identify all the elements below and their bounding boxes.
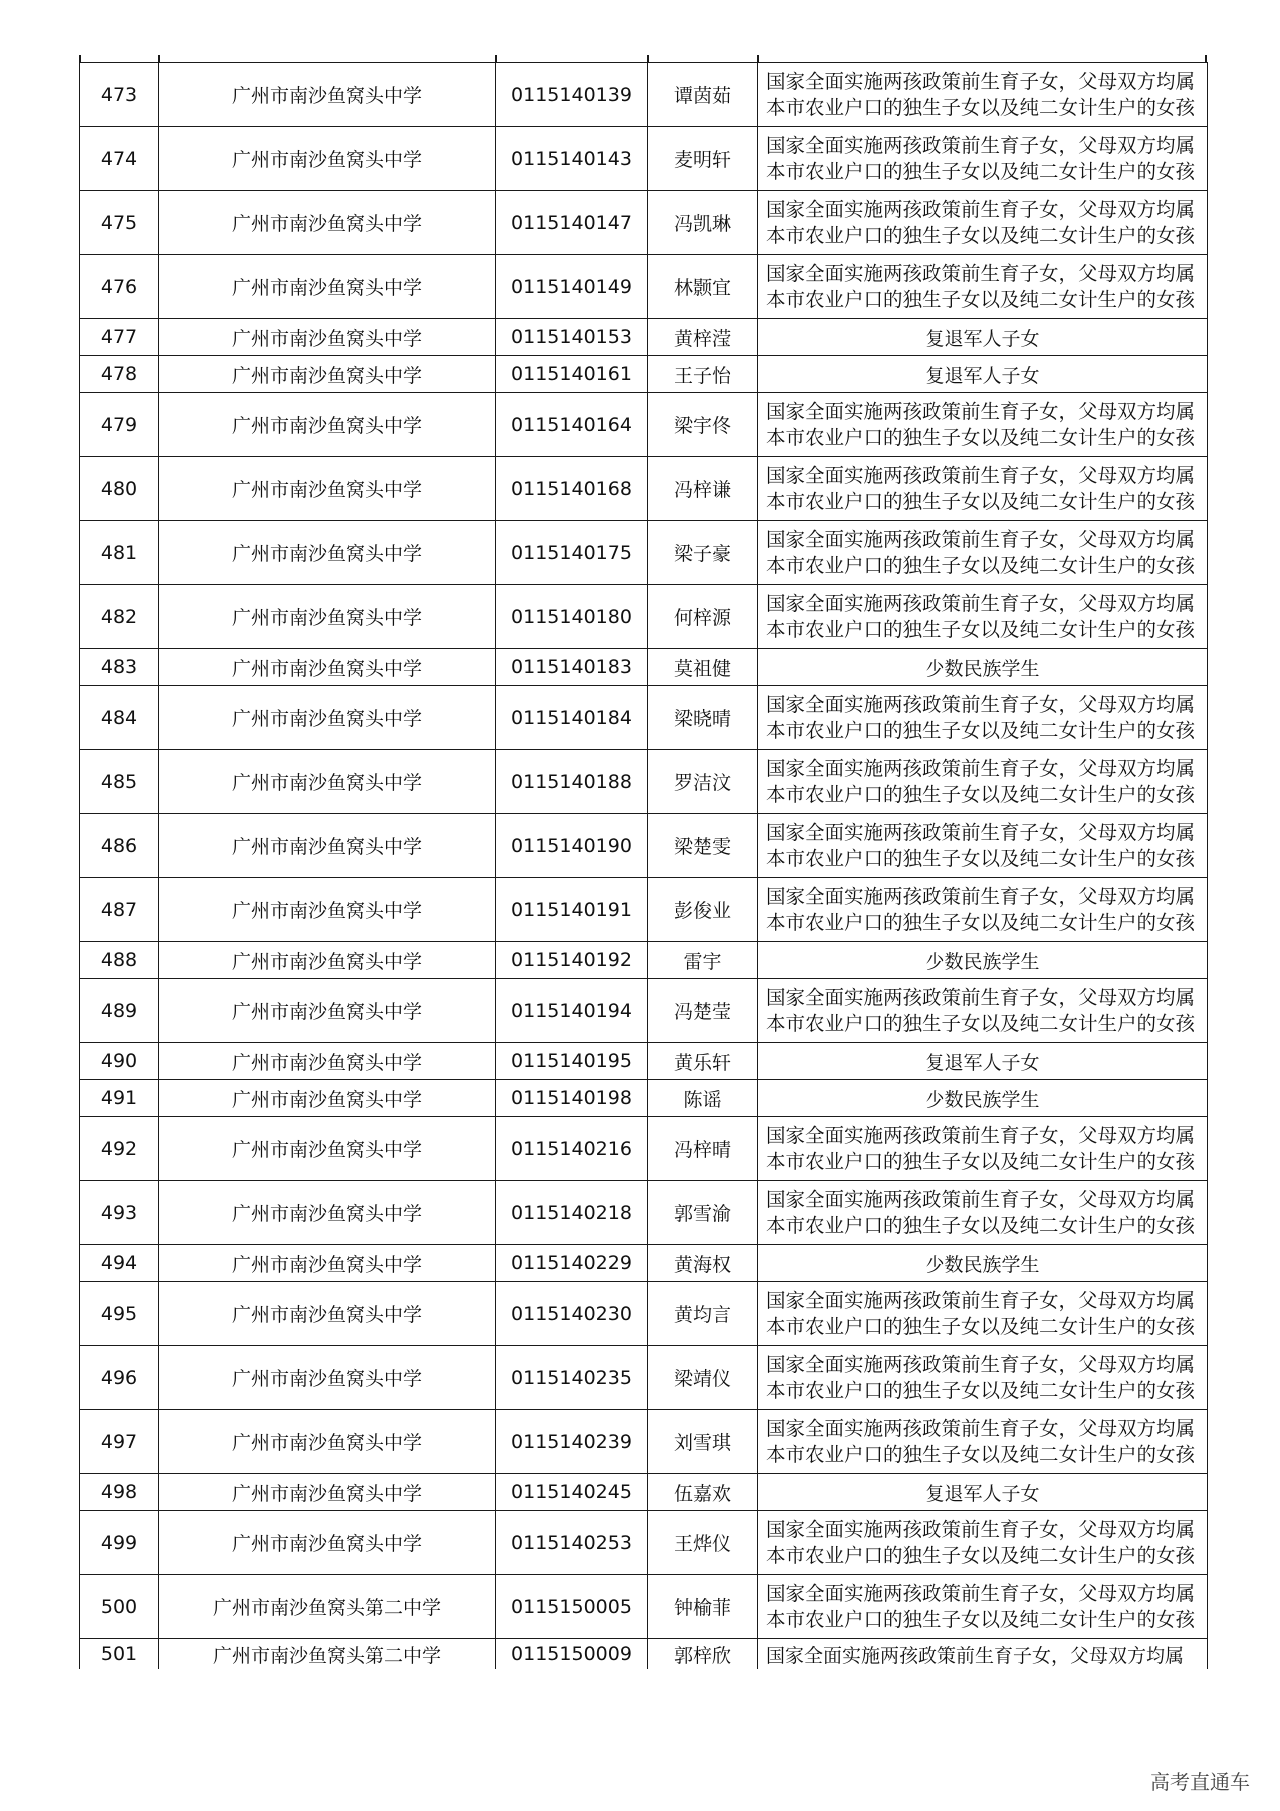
watermark: 高考直通车 (1150, 1770, 1250, 1794)
student-name: 冯凯琳 (648, 191, 758, 255)
category: 国家全面实施两孩政策前生育子女，父母双方均属本市农业户口的独生子女以及纯二女计生户的女孩 (758, 814, 1208, 878)
table-row (80, 1080, 1208, 1117)
student-name: 梁靖仪 (648, 1346, 758, 1410)
roster-body (80, 63, 1208, 1670)
category: 国家全面实施两孩政策前生育子女，父母双方均属本市农业户口的独生子女以及纯二女计生户的女孩 (758, 127, 1208, 191)
student-id: 0115140164 (496, 393, 648, 457)
student-name: 罗洁汶 (648, 750, 758, 814)
school-name: 广州市南沙鱼窝头中学 (159, 1181, 496, 1245)
student-name: 林颢宜 (648, 255, 758, 319)
row-number: 500 (80, 1575, 159, 1639)
student-id: 0115140183 (496, 649, 648, 686)
school-name: 广州市南沙鱼窝头第二中学 (159, 1639, 496, 1670)
table-row (80, 393, 1208, 457)
table-row (80, 1282, 1208, 1346)
student-id: 0115150009 (496, 1639, 648, 1670)
school-name: 广州市南沙鱼窝头中学 (159, 255, 496, 319)
category: 国家全面实施两孩政策前生育子女，父母双方均属 (758, 1639, 1208, 1670)
school-name: 广州市南沙鱼窝头中学 (159, 457, 496, 521)
row-number: 501 (80, 1639, 159, 1670)
category: 国家全面实施两孩政策前生育子女，父母双方均属本市农业户口的独生子女以及纯二女计生户的女孩 (758, 191, 1208, 255)
student-name: 钟榆菲 (648, 1575, 758, 1639)
row-number: 487 (80, 878, 159, 942)
category: 国家全面实施两孩政策前生育子女，父母双方均属本市农业户口的独生子女以及纯二女计生户的女孩 (758, 979, 1208, 1043)
table-row (80, 686, 1208, 750)
category: 国家全面实施两孩政策前生育子女，父母双方均属本市农业户口的独生子女以及纯二女计生户的女孩 (758, 1282, 1208, 1346)
student-id: 0115140143 (496, 127, 648, 191)
row-number: 490 (80, 1043, 159, 1080)
student-id: 0115140216 (496, 1117, 648, 1181)
table-row (80, 63, 1208, 127)
row-number: 489 (80, 979, 159, 1043)
student-id: 0115140235 (496, 1346, 648, 1410)
student-name: 梁晓晴 (648, 686, 758, 750)
student-name: 梁宇佟 (648, 393, 758, 457)
table-row (80, 1117, 1208, 1181)
row-number: 480 (80, 457, 159, 521)
category: 国家全面实施两孩政策前生育子女，父母双方均属本市农业户口的独生子女以及纯二女计生户的女孩 (758, 63, 1208, 127)
student-id: 0115140230 (496, 1282, 648, 1346)
row-number: 473 (80, 63, 159, 127)
student-name: 伍嘉欢 (648, 1474, 758, 1511)
school-name: 广州市南沙鱼窝头中学 (159, 63, 496, 127)
table-row (80, 979, 1208, 1043)
student-name: 郭雪渝 (648, 1181, 758, 1245)
school-name: 广州市南沙鱼窝头中学 (159, 127, 496, 191)
row-number: 486 (80, 814, 159, 878)
student-id: 0115140153 (496, 319, 648, 356)
student-name: 梁楚雯 (648, 814, 758, 878)
category: 复退军人子女 (758, 356, 1208, 393)
student-id: 0115140190 (496, 814, 648, 878)
student-id: 0115140147 (496, 191, 648, 255)
table-row (80, 942, 1208, 979)
student-name: 冯梓晴 (648, 1117, 758, 1181)
student-roster-table (79, 62, 1208, 1669)
row-number: 488 (80, 942, 159, 979)
row-number: 478 (80, 356, 159, 393)
row-number: 482 (80, 585, 159, 649)
student-name: 彭俊业 (648, 878, 758, 942)
category: 国家全面实施两孩政策前生育子女，父母双方均属本市农业户口的独生子女以及纯二女计生户的女孩 (758, 1181, 1208, 1245)
school-name: 广州市南沙鱼窝头中学 (159, 1346, 496, 1410)
category: 复退军人子女 (758, 1043, 1208, 1080)
category: 国家全面实施两孩政策前生育子女，父母双方均属本市农业户口的独生子女以及纯二女计生户的女孩 (758, 585, 1208, 649)
student-id: 0115140149 (496, 255, 648, 319)
student-id: 0115140191 (496, 878, 648, 942)
table-row (80, 521, 1208, 585)
row-number: 477 (80, 319, 159, 356)
row-number: 483 (80, 649, 159, 686)
student-id: 0115140168 (496, 457, 648, 521)
table-row (80, 1639, 1208, 1670)
student-id: 0115140245 (496, 1474, 648, 1511)
row-number: 494 (80, 1245, 159, 1282)
row-number: 474 (80, 127, 159, 191)
table-row (80, 1511, 1208, 1575)
student-id: 0115140239 (496, 1410, 648, 1474)
student-id: 0115140139 (496, 63, 648, 127)
school-name: 广州市南沙鱼窝头中学 (159, 686, 496, 750)
school-name: 广州市南沙鱼窝头中学 (159, 319, 496, 356)
school-name: 广州市南沙鱼窝头中学 (159, 979, 496, 1043)
student-name: 陈谣 (648, 1080, 758, 1117)
student-name: 何梓源 (648, 585, 758, 649)
student-id: 0115150005 (496, 1575, 648, 1639)
school-name: 广州市南沙鱼窝头中学 (159, 1043, 496, 1080)
school-name: 广州市南沙鱼窝头中学 (159, 1282, 496, 1346)
student-name: 黄海权 (648, 1245, 758, 1282)
school-name: 广州市南沙鱼窝头第二中学 (159, 1575, 496, 1639)
student-id: 0115140195 (496, 1043, 648, 1080)
row-number: 485 (80, 750, 159, 814)
table-row (80, 319, 1208, 356)
school-name: 广州市南沙鱼窝头中学 (159, 750, 496, 814)
student-id: 0115140192 (496, 942, 648, 979)
student-name: 谭茵茹 (648, 63, 758, 127)
student-name: 黄均言 (648, 1282, 758, 1346)
student-id: 0115140161 (496, 356, 648, 393)
table-row (80, 127, 1208, 191)
school-name: 广州市南沙鱼窝头中学 (159, 1511, 496, 1575)
row-number: 475 (80, 191, 159, 255)
table-row (80, 649, 1208, 686)
row-number: 493 (80, 1181, 159, 1245)
table-row (80, 585, 1208, 649)
school-name: 广州市南沙鱼窝头中学 (159, 942, 496, 979)
table-row (80, 750, 1208, 814)
school-name: 广州市南沙鱼窝头中学 (159, 191, 496, 255)
student-name: 冯楚莹 (648, 979, 758, 1043)
row-number: 499 (80, 1511, 159, 1575)
student-name: 冯梓谦 (648, 457, 758, 521)
school-name: 广州市南沙鱼窝头中学 (159, 1474, 496, 1511)
student-name: 雷宇 (648, 942, 758, 979)
student-id: 0115140184 (496, 686, 648, 750)
school-name: 广州市南沙鱼窝头中学 (159, 521, 496, 585)
category: 国家全面实施两孩政策前生育子女，父母双方均属本市农业户口的独生子女以及纯二女计生户的女孩 (758, 1117, 1208, 1181)
school-name: 广州市南沙鱼窝头中学 (159, 356, 496, 393)
category: 国家全面实施两孩政策前生育子女，父母双方均属本市农业户口的独生子女以及纯二女计生户的女孩 (758, 1511, 1208, 1575)
school-name: 广州市南沙鱼窝头中学 (159, 878, 496, 942)
student-name: 莫祖健 (648, 649, 758, 686)
school-name: 广州市南沙鱼窝头中学 (159, 1117, 496, 1181)
student-id: 0115140229 (496, 1245, 648, 1282)
student-name: 黄梓滢 (648, 319, 758, 356)
category: 少数民族学生 (758, 942, 1208, 979)
school-name: 广州市南沙鱼窝头中学 (159, 814, 496, 878)
school-name: 广州市南沙鱼窝头中学 (159, 1245, 496, 1282)
category: 国家全面实施两孩政策前生育子女，父母双方均属本市农业户口的独生子女以及纯二女计生户的女孩 (758, 521, 1208, 585)
table-row (80, 1575, 1208, 1639)
category: 国家全面实施两孩政策前生育子女，父母双方均属本市农业户口的独生子女以及纯二女计生户的女孩 (758, 1410, 1208, 1474)
table-row (80, 1346, 1208, 1410)
row-number: 492 (80, 1117, 159, 1181)
category: 国家全面实施两孩政策前生育子女，父母双方均属本市农业户口的独生子女以及纯二女计生户的女孩 (758, 1575, 1208, 1639)
student-name: 黄乐轩 (648, 1043, 758, 1080)
table-row (80, 255, 1208, 319)
school-name: 广州市南沙鱼窝头中学 (159, 585, 496, 649)
table-row (80, 1181, 1208, 1245)
student-id: 0115140198 (496, 1080, 648, 1117)
category: 少数民族学生 (758, 649, 1208, 686)
row-number: 497 (80, 1410, 159, 1474)
school-name: 广州市南沙鱼窝头中学 (159, 649, 496, 686)
category: 国家全面实施两孩政策前生育子女，父母双方均属本市农业户口的独生子女以及纯二女计生户的女孩 (758, 457, 1208, 521)
student-id: 0115140180 (496, 585, 648, 649)
row-number: 484 (80, 686, 159, 750)
student-name: 王烨仪 (648, 1511, 758, 1575)
row-number: 498 (80, 1474, 159, 1511)
table-row (80, 356, 1208, 393)
school-name: 广州市南沙鱼窝头中学 (159, 1410, 496, 1474)
category: 国家全面实施两孩政策前生育子女，父母双方均属本市农业户口的独生子女以及纯二女计生户的女孩 (758, 878, 1208, 942)
row-number: 496 (80, 1346, 159, 1410)
student-name: 麦明轩 (648, 127, 758, 191)
category: 国家全面实施两孩政策前生育子女，父母双方均属本市农业户口的独生子女以及纯二女计生户的女孩 (758, 393, 1208, 457)
table-row (80, 814, 1208, 878)
student-id: 0115140194 (496, 979, 648, 1043)
category: 国家全面实施两孩政策前生育子女，父母双方均属本市农业户口的独生子女以及纯二女计生户的女孩 (758, 750, 1208, 814)
student-id: 0115140175 (496, 521, 648, 585)
row-number: 481 (80, 521, 159, 585)
row-number: 495 (80, 1282, 159, 1346)
table-row (80, 457, 1208, 521)
category: 国家全面实施两孩政策前生育子女，父母双方均属本市农业户口的独生子女以及纯二女计生户的女孩 (758, 686, 1208, 750)
row-number: 491 (80, 1080, 159, 1117)
table-row (80, 1410, 1208, 1474)
table-row (80, 878, 1208, 942)
row-number: 476 (80, 255, 159, 319)
table-row (80, 1043, 1208, 1080)
category: 少数民族学生 (758, 1245, 1208, 1282)
school-name: 广州市南沙鱼窝头中学 (159, 1080, 496, 1117)
category: 复退军人子女 (758, 319, 1208, 356)
school-name: 广州市南沙鱼窝头中学 (159, 393, 496, 457)
category: 复退军人子女 (758, 1474, 1208, 1511)
student-id: 0115140218 (496, 1181, 648, 1245)
student-id: 0115140188 (496, 750, 648, 814)
student-name: 梁子豪 (648, 521, 758, 585)
category: 少数民族学生 (758, 1080, 1208, 1117)
category: 国家全面实施两孩政策前生育子女，父母双方均属本市农业户口的独生子女以及纯二女计生户的女孩 (758, 255, 1208, 319)
table-row (80, 191, 1208, 255)
student-name: 刘雪琪 (648, 1410, 758, 1474)
student-id: 0115140253 (496, 1511, 648, 1575)
row-number: 479 (80, 393, 159, 457)
category: 国家全面实施两孩政策前生育子女，父母双方均属本市农业户口的独生子女以及纯二女计生户的女孩 (758, 1346, 1208, 1410)
table-row (80, 1474, 1208, 1511)
student-name: 郭梓欣 (648, 1639, 758, 1670)
student-name: 王子怡 (648, 356, 758, 393)
table-row (80, 1245, 1208, 1282)
